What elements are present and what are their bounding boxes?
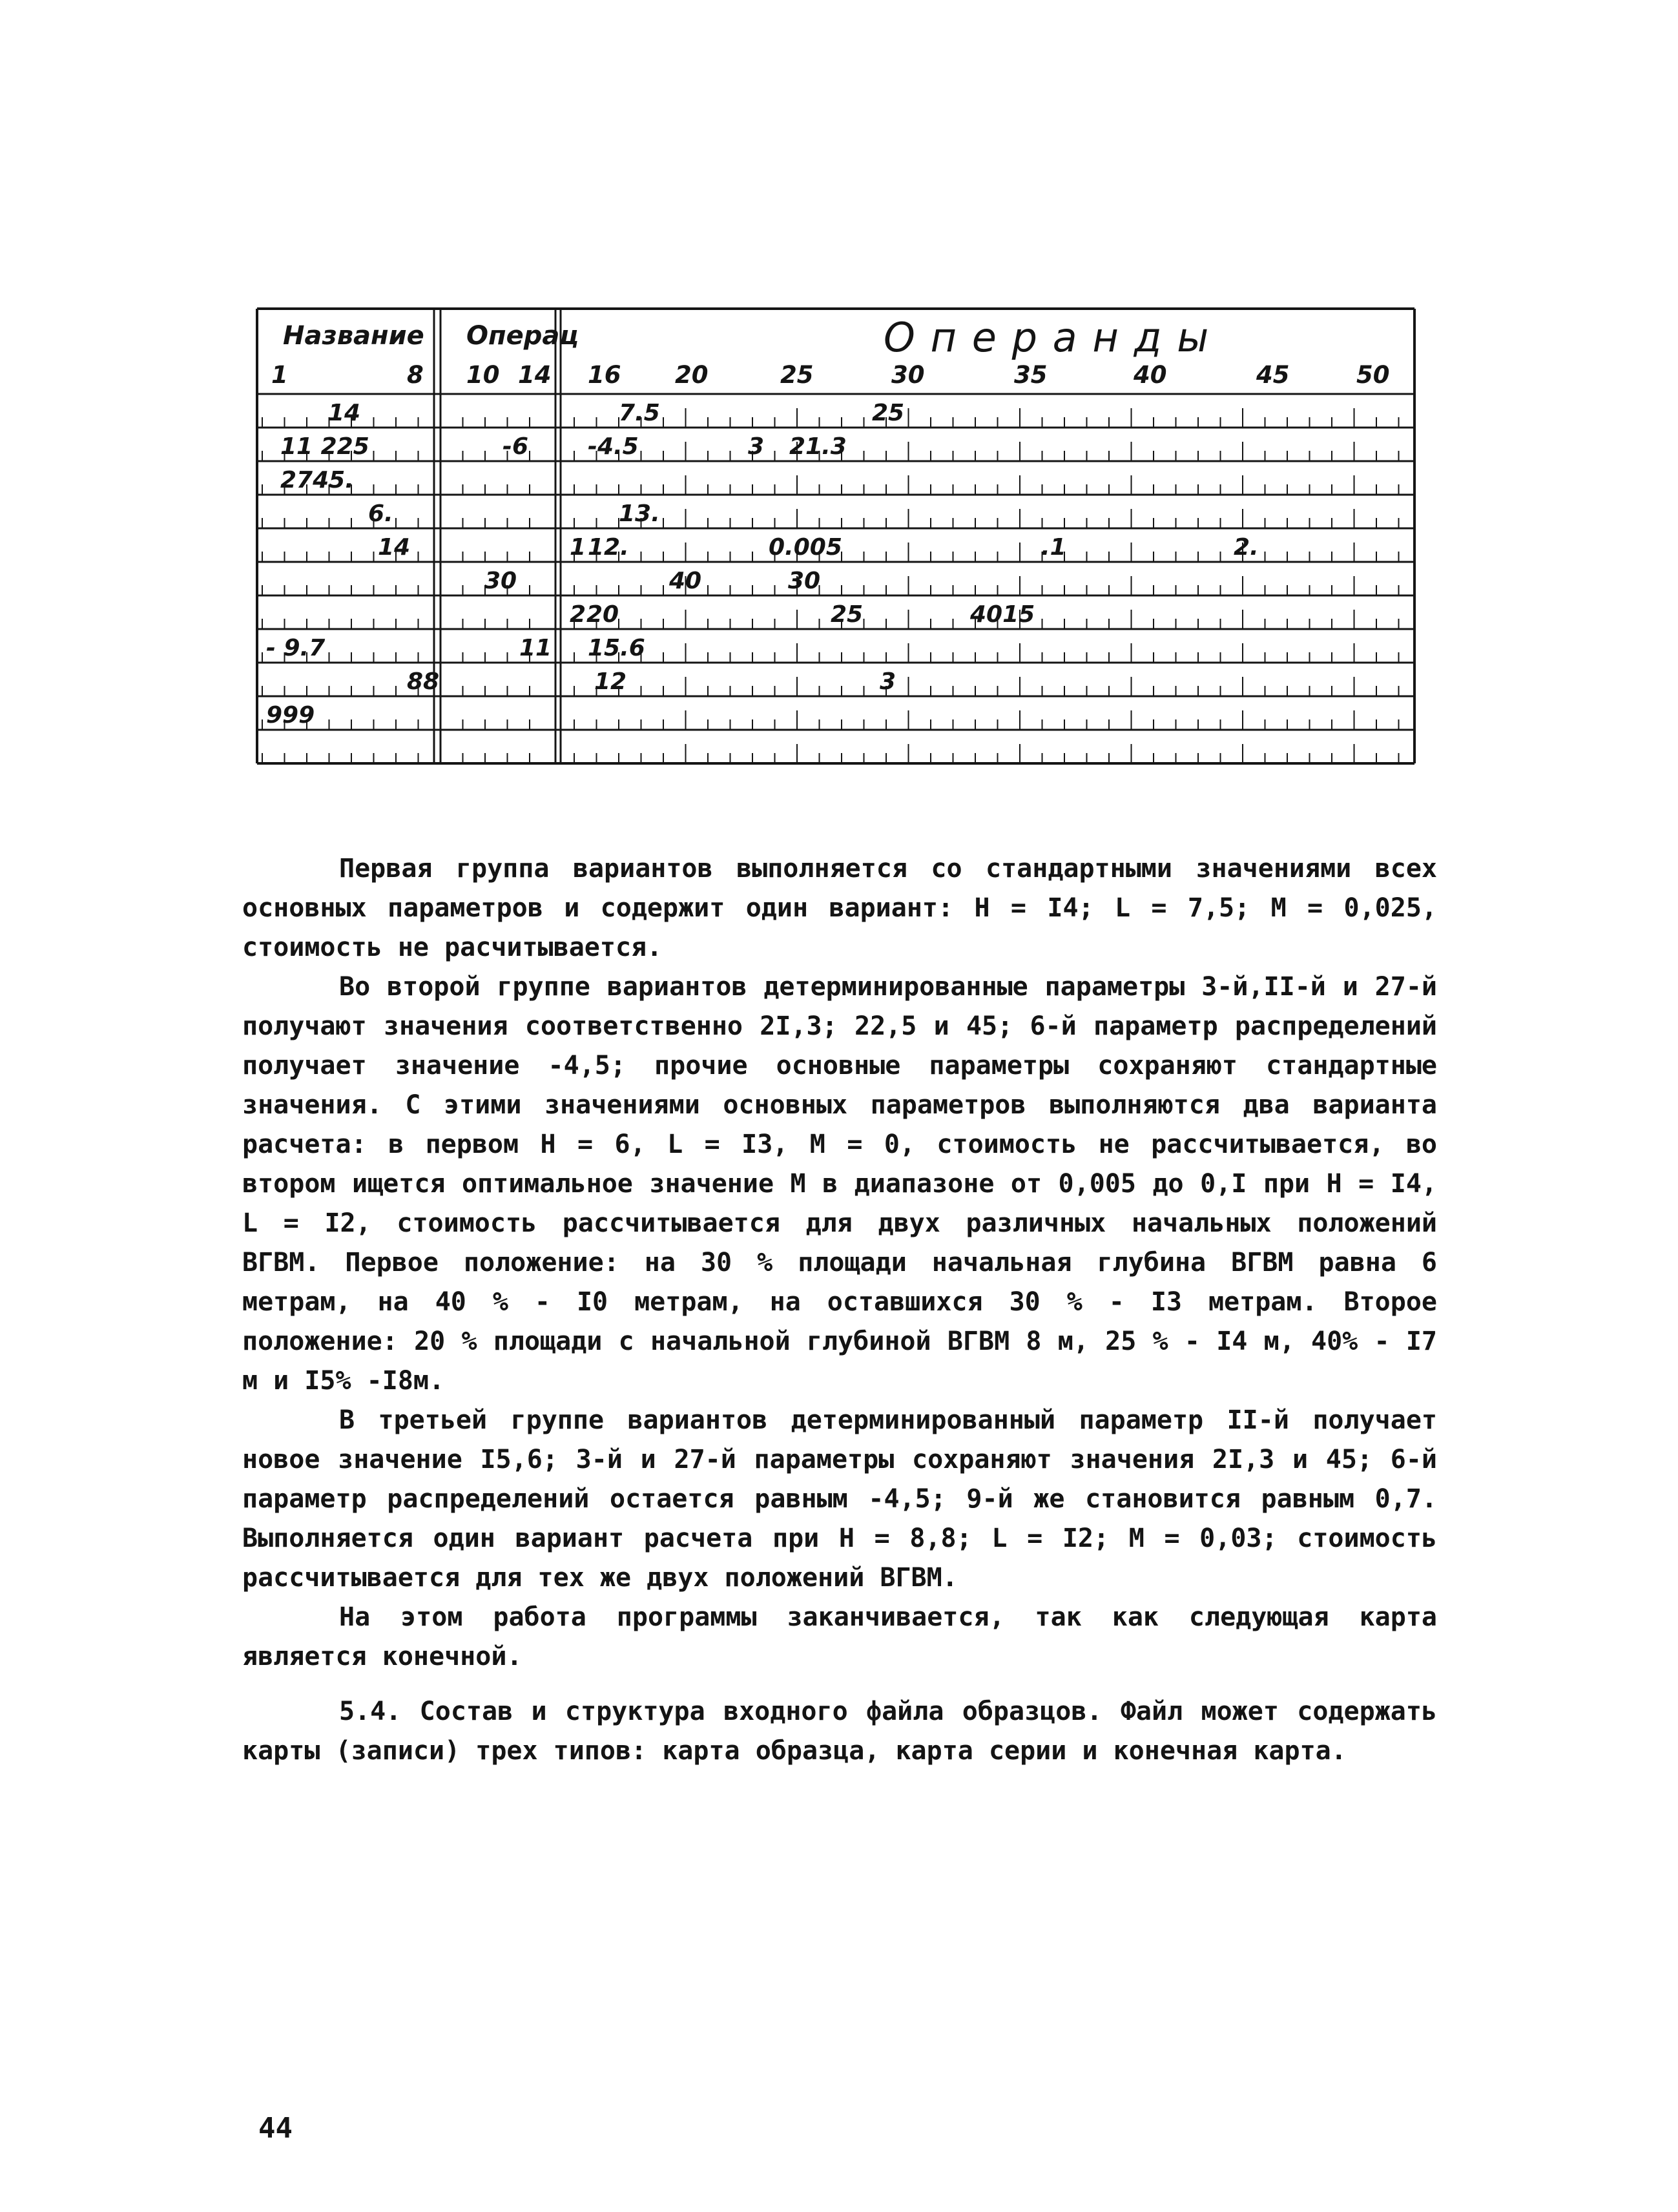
body-text <box>242 849 1437 1771</box>
row7-operand: 4015 <box>970 601 1035 628</box>
paragraph: Первая группа вариантов выполняется со стандартными значениями всех основных параметров и содержит один вариант: H = I4; L = 7,5; M = 0,025, стоимость не расчитывается. <box>242 854 1437 962</box>
row9-operand: 3 <box>880 668 896 695</box>
row5-extra-mark: 1 <box>570 534 586 561</box>
header-op-label: Операц <box>466 321 579 351</box>
paragraph: На этом работа программы заканчивается, так как следующая карта является конечной. <box>242 1602 1437 1671</box>
col-number: 8 <box>407 361 424 389</box>
row6-operand: 40 <box>669 568 702 594</box>
row2-name: 11 225 <box>280 433 369 460</box>
row5-name: 14 <box>378 534 411 561</box>
row9-operand: 12 <box>594 668 627 695</box>
row5-operand: 0.005 <box>769 534 842 561</box>
col-number: 14 <box>518 361 552 389</box>
col-number: 25 <box>780 361 814 389</box>
header-name-label: Название <box>283 321 424 351</box>
row1-name: 14 <box>328 400 361 426</box>
row2-operand: 3 <box>748 433 765 460</box>
row7-extra-mark: 2 <box>570 601 586 628</box>
col-number: 30 <box>891 361 925 389</box>
row5-operand: 2. <box>1234 534 1259 561</box>
row1-operand: 7.5 <box>619 400 660 426</box>
row9-name: 88 <box>407 668 440 695</box>
row4-operand: 13. <box>619 501 660 527</box>
row5-operand: .1 <box>1041 534 1066 561</box>
row6-operand: 30 <box>788 568 821 594</box>
row5-operand: 12. <box>588 534 629 561</box>
col-number: 50 <box>1356 361 1390 389</box>
row8-operand: 15.6 <box>588 635 645 661</box>
col-number: 35 <box>1014 361 1048 389</box>
col-number: 20 <box>675 361 709 389</box>
row7-operand: 25 <box>831 601 864 628</box>
row2-op: -6 <box>502 433 528 460</box>
col-number: 40 <box>1134 361 1167 389</box>
col-number: 16 <box>588 361 621 389</box>
row2-operand: -4.5 <box>588 433 639 460</box>
coding-form <box>252 304 1425 794</box>
row7-operand: 20 <box>586 601 619 628</box>
col-number: 45 <box>1256 361 1290 389</box>
row6-op: 30 <box>484 568 517 594</box>
paragraph: В третьей группе вариантов детерминированный параметр II-й получает новое значение I5,6; 3-й и 27-й параметры сохраняют значения 2I,3 и 45; 6-й параметр распределений остается равным -4,5; 9-й же становится равным 0,7. Выполняется один вариант расчета при H = 8,8; L = I2; M = 0,03; стоимость рассчитывается для тех же двух положений ВГВМ. <box>242 1405 1437 1593</box>
row8-op: 11 <box>519 635 552 661</box>
page-number: 44 <box>258 2112 293 2145</box>
row4-name: 6. <box>368 501 393 527</box>
row3-name: 2745. <box>280 467 354 493</box>
paragraph: Во второй группе вариантов детерминированные параметры 3-й,II-й и 27-й получают значения соответственно 2I,3; 22,5 и 45; 6-й параметр распределений получает значение -4,5; прочие основные параметры сохраняют стандартные значения. С этими значениями основных параметров выполняются два варианта расчета: в первом H = 6, L = I3, M = 0, стоимость не рассчитывается, во втором ищется оптимальное значение M в диапазоне от 0,005 до 0,I при H = I4, L = I2, стоимость рассчитывается для двух различных начальных положений ВГВМ. Первое положение: на 30 % площади начальная глубина ВГВМ равна 6 метрам, на 40 % - I0 метрам, на оставшихся 30 % - I3 метрам. Второе положение: 20 % площади с начальной глубиной ВГВМ 8 м, 25 % - I4 м, 40% - I7 м и I5% -I8м. <box>242 972 1437 1396</box>
col-number: 10 <box>466 361 500 389</box>
paragraph: 5.4. Состав и структура входного файла образцов. Файл может содержать карты (записи) трех типов: карта образца, карта серии и конечная карта. <box>242 1697 1437 1766</box>
col-number: 1 <box>271 361 288 389</box>
row1-operand: 25 <box>872 400 905 426</box>
header-operands-label: О п е р а н д ы <box>884 314 1210 361</box>
row8-name: - 9.7 <box>266 635 326 661</box>
row10-name: 999 <box>266 702 315 729</box>
row2-operand: 21.3 <box>789 433 847 460</box>
